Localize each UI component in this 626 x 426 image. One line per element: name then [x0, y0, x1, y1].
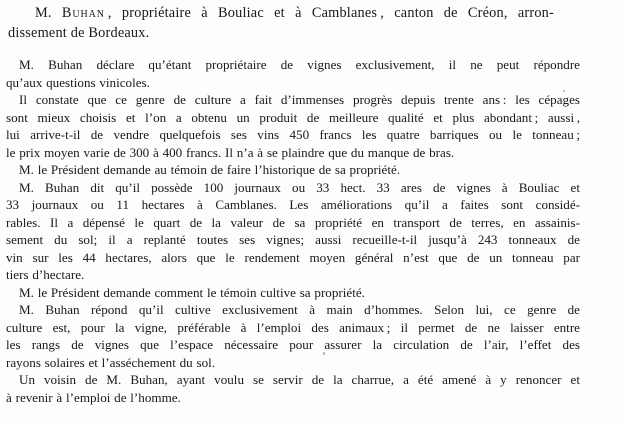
text-line: sont mieux choisis et l’on a obtenu un produit de meilleure qualité et plus abondant ; aussi ,: [6, 109, 580, 125]
text-line: rables. Il a dépensé le quart de la valeur de sa propriété en transport de terres, en assainis-: [6, 214, 580, 230]
heading-salutation: M.: [35, 5, 62, 21]
text-line: M. le Président demande au témoin de faire l’historique de sa propriété.: [19, 162, 401, 177]
heading-line-2: dissement de Bordeaux.: [8, 25, 150, 41]
text-line: M. Buhan dit qu’il possède 100 journaux ou 33 hect. 33 ares de vignes à Bouliac et: [19, 179, 580, 195]
paragraph: [6, 179, 580, 284]
text-line: Il constate que ce genre de culture a fait d’immenses progrès depuis trente ans : les cépages: [19, 92, 580, 107]
testimony-text: [6, 56, 580, 406]
heading-line-1-rest: , propriétaire à Bouliac et à Camblanes , canton de Créon, arron-: [104, 5, 554, 21]
text-line: M. le Président demande comment le témoin cultive sa propriété.: [19, 284, 365, 300]
text-line: vin sur les 44 hectares, alors que le rendement moyen général n’est que de un tonneau par: [6, 249, 580, 265]
scan-speck: [563, 90, 565, 92]
text-line: rayons solaires et l’asséchement du sol.: [6, 354, 216, 370]
text-line: sement du sol; il a replanté toutes ses vignes; aussi recueille-t-il jusqu’à 243 tonneaux de: [6, 232, 580, 247]
text-line: lui arrive-t-il de vendre quelquefois ses vins 450 francs les quatre barriques ou le tonneau ;: [6, 127, 580, 142]
heading-line-1: [8, 3, 554, 23]
paragraph: [6, 161, 580, 179]
paragraph: [6, 91, 580, 161]
text-line: les rangs de vignes que l’espace nécessaire pour assurer la circulation de l’air, l’effet des: [6, 337, 580, 352]
paragraph: [6, 284, 580, 302]
text-line: le prix moyen varie de 300 à 400 francs. Il n’a à se plaindre que du manque de bras.: [6, 144, 455, 160]
paragraph: [6, 371, 580, 406]
text-line: 33 journaux ou 11 hectares à Camblanes. Les améliorations qu’il a faites sont considé-: [6, 197, 580, 212]
text-line: à revenir à l’emploi de l’homme.: [6, 389, 181, 405]
text-line: M. Buhan répond qu’il cultive exclusivement à main d’hommes. Selon lui, ce genre de: [19, 302, 580, 317]
paragraph: [6, 56, 580, 91]
text-line: tiers d’hectare.: [6, 267, 85, 282]
text-line: qu’aux questions vinicoles.: [6, 74, 150, 90]
entry-heading: [8, 3, 554, 43]
text-line: M. Buhan déclare qu’étant propriétaire de vignes exclusivement, il ne peut répondre: [19, 57, 580, 72]
paragraph: [6, 301, 580, 371]
text-line: culture est, pour la vigne, préférable à l’emploi des animaux ; il permet de ne laisser entre: [6, 319, 580, 335]
witness-name: Buhan: [61, 5, 105, 21]
text-line: Un voisin de M. Buhan, ayant voulu se servir de la charrue, a été amené à y renoncer et: [19, 372, 580, 387]
scan-speck: [323, 352, 325, 355]
